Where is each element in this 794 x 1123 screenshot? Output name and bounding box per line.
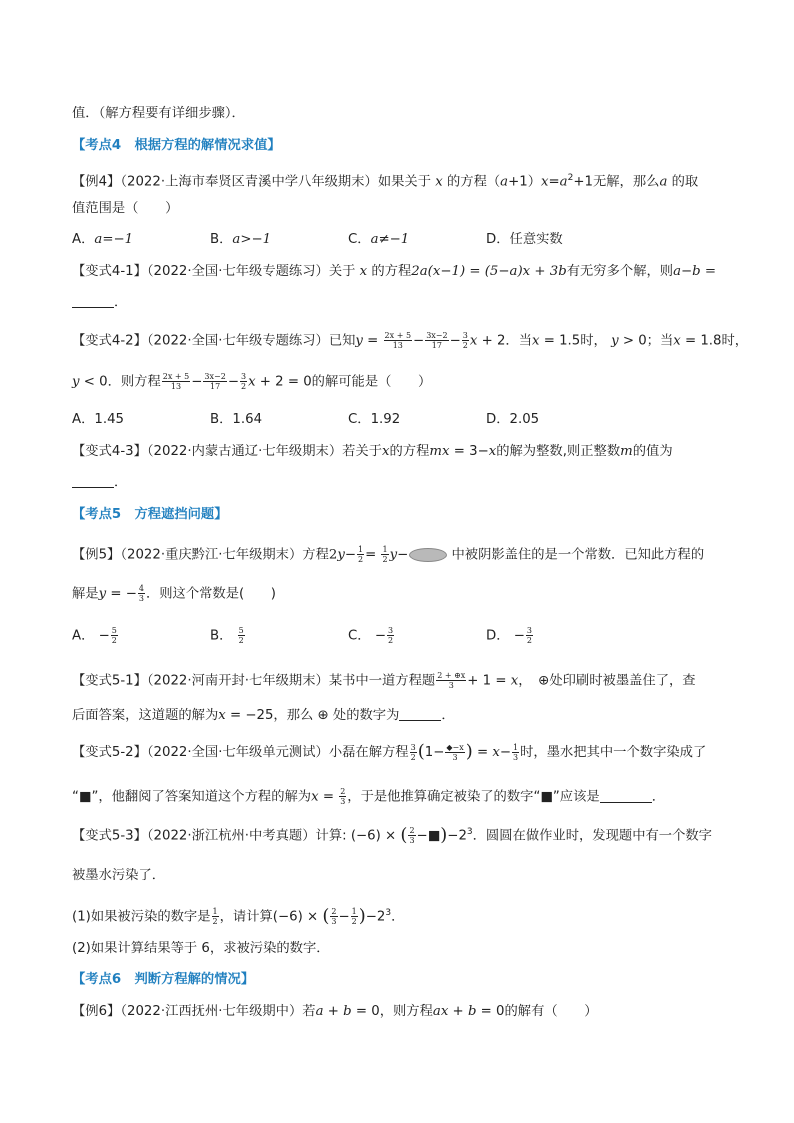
ink-blot-ellipse — [409, 548, 447, 562]
example-4-option-b: B．a>−1 — [210, 232, 272, 247]
example-6-line-1: 【例6】（2022·江西抚州·七年级期中）若a + b = 0，则方程ax + b = 0的解有（ ） — [72, 1004, 598, 1019]
section-5-heading: 【考点5 方程遮挡问题】 — [72, 507, 228, 522]
example-4-line-1: 【例4】（2022·上海市奉贤区青溪中学八年级期末）如果关于 x 的方程$(a+1)x=a^2+1$无解，那么a 的取 — [72, 173, 699, 190]
variant-4-3-line-1: 【变式4-3】（2022·内蒙古通辽·七年级期末）若关于x的方程mx = 3−x的解为整数,则正整数m的值为 — [72, 444, 673, 459]
variant-4-2-line-1: 【变式4-2】（2022·全国·七年级专题练习）已知y = $\frac{2x + 5}{13}$ − $\frac{3x-2}{17}$ − $\frac{3}{2}$ x + 2．当x = 1.5时， y > 0；当x = 1.8时， — [72, 331, 749, 350]
variant-5-2-line-2: “■”，他翻阅了答案知道这个方程的解为x = $\frac{2}{3}$ ，于是他推算确定被染了的数字“■”应该是 ． — [72, 787, 665, 806]
variant-4-1-equation: 2a(x−1) = (5−a)x + 3b — [411, 264, 567, 279]
example-5-option-b: B． $\frac{5}{2}$ — [210, 626, 244, 645]
variant-5-1-line-1: 【变式5-1】（2022·河南开封·七年级期末）某书中一道方程题 $\frac{2 + \oplus x}{3}$ + 1 = x， ⊕处印刷时被墨盖住了，查 — [72, 671, 696, 690]
section-6-heading: 【考点6 判断方程解的情况】 — [72, 972, 255, 987]
example-5-line-1: 【例5】（2022·重庆黔江·七年级期末）方程2y− $\frac{1}{2}$ = $\frac{1}{2}$ y− 中被阴影盖住的是一个常数．已知此方程的 — [72, 545, 705, 564]
example-4-option-d: D．任意实数 — [486, 232, 563, 247]
example-5-option-d: D． − $\frac{3}{2}$ — [486, 626, 533, 645]
variant-5-3-question-1: (1)如果被污染的数字是 $\frac{1}{2}$ ，请计算(−6) × ( $\frac{2}{3}$ − $\frac{1}{2}$ )$-2^3$． — [72, 905, 405, 927]
example-5-option-a: A． − $\frac{5}{2}$ — [72, 626, 117, 645]
answer-blank — [72, 293, 114, 308]
variant-4-2-option-d: D．2.05 — [486, 412, 540, 427]
variant-4-3-line-2: ． — [72, 473, 127, 493]
variant-4-2-line-2: y < 0．则方程 $\frac{2x + 5}{13}$ − $\frac{3x-2}{17}$ − $\frac{3}{2}$ x + 2 = 0的解可能是（ ） — [72, 372, 432, 391]
variant-5-1-line-2: 后面答案，这道题的解为x = −25，那么 ⊕ 处的数字为 ． — [72, 708, 455, 723]
variant-5-3-line-2: 被墨水污染了． — [72, 868, 166, 883]
intro-tail: 值．（解方程要有详细步骤）． — [72, 106, 245, 121]
example-5-line-2: 解是y = − $\frac{4}{3}$ ．则这个常数是( ) — [72, 584, 276, 603]
variant-4-1-line-1: 【变式4-1】（2022·全国·七年级专题练习）关于 x 的方程2a(x−1) = (5−a)x + 3b有无穷多个解，则a−b = — [72, 264, 717, 279]
example-4-option-c: C．a≠−1 — [348, 232, 410, 247]
variant-4-2-option-c: C．1.92 — [348, 412, 401, 427]
section-4-heading: 【考点4 根据方程的解情况求值】 — [72, 138, 281, 153]
example-4-option-a: A．a=−1 — [72, 232, 134, 247]
example-4-tag: 【例4】 — [72, 174, 121, 190]
example-4-source: （2022·上海市奉贤区青溪中学八年级期末） — [120, 174, 378, 190]
example-5-option-c: C． − $\frac{3}{2}$ — [348, 626, 394, 645]
variant-5-3-question-2: (2)如果计算结果等于 6，求被污染的数字． — [72, 941, 330, 956]
variant-5-3-line-1: 【变式5-3】（2022·浙江杭州·中考真题）计算: (−6) × ( $\frac{2}{3}$ $-■)-2^3$．圆圆在做作业时，发现题中有一个数字 — [72, 824, 712, 846]
variant-4-2-option-b: B．1.64 — [210, 412, 263, 427]
variant-5-2-line-1: 【变式5-2】（2022·全国·七年级单元测试）小磊在解方程 $\frac{3}{2}$ (1− $\frac{◆-x}{3}$ ) = x− $\frac{1}{3}$ 时，墨水把其中一个数字染成了 — [72, 741, 707, 762]
example-4-line-2: 值范围是（ ） — [72, 201, 179, 216]
variant-4-1-line-2: ． — [72, 293, 127, 313]
variant-4-2-option-a: A．1.45 — [72, 412, 124, 427]
